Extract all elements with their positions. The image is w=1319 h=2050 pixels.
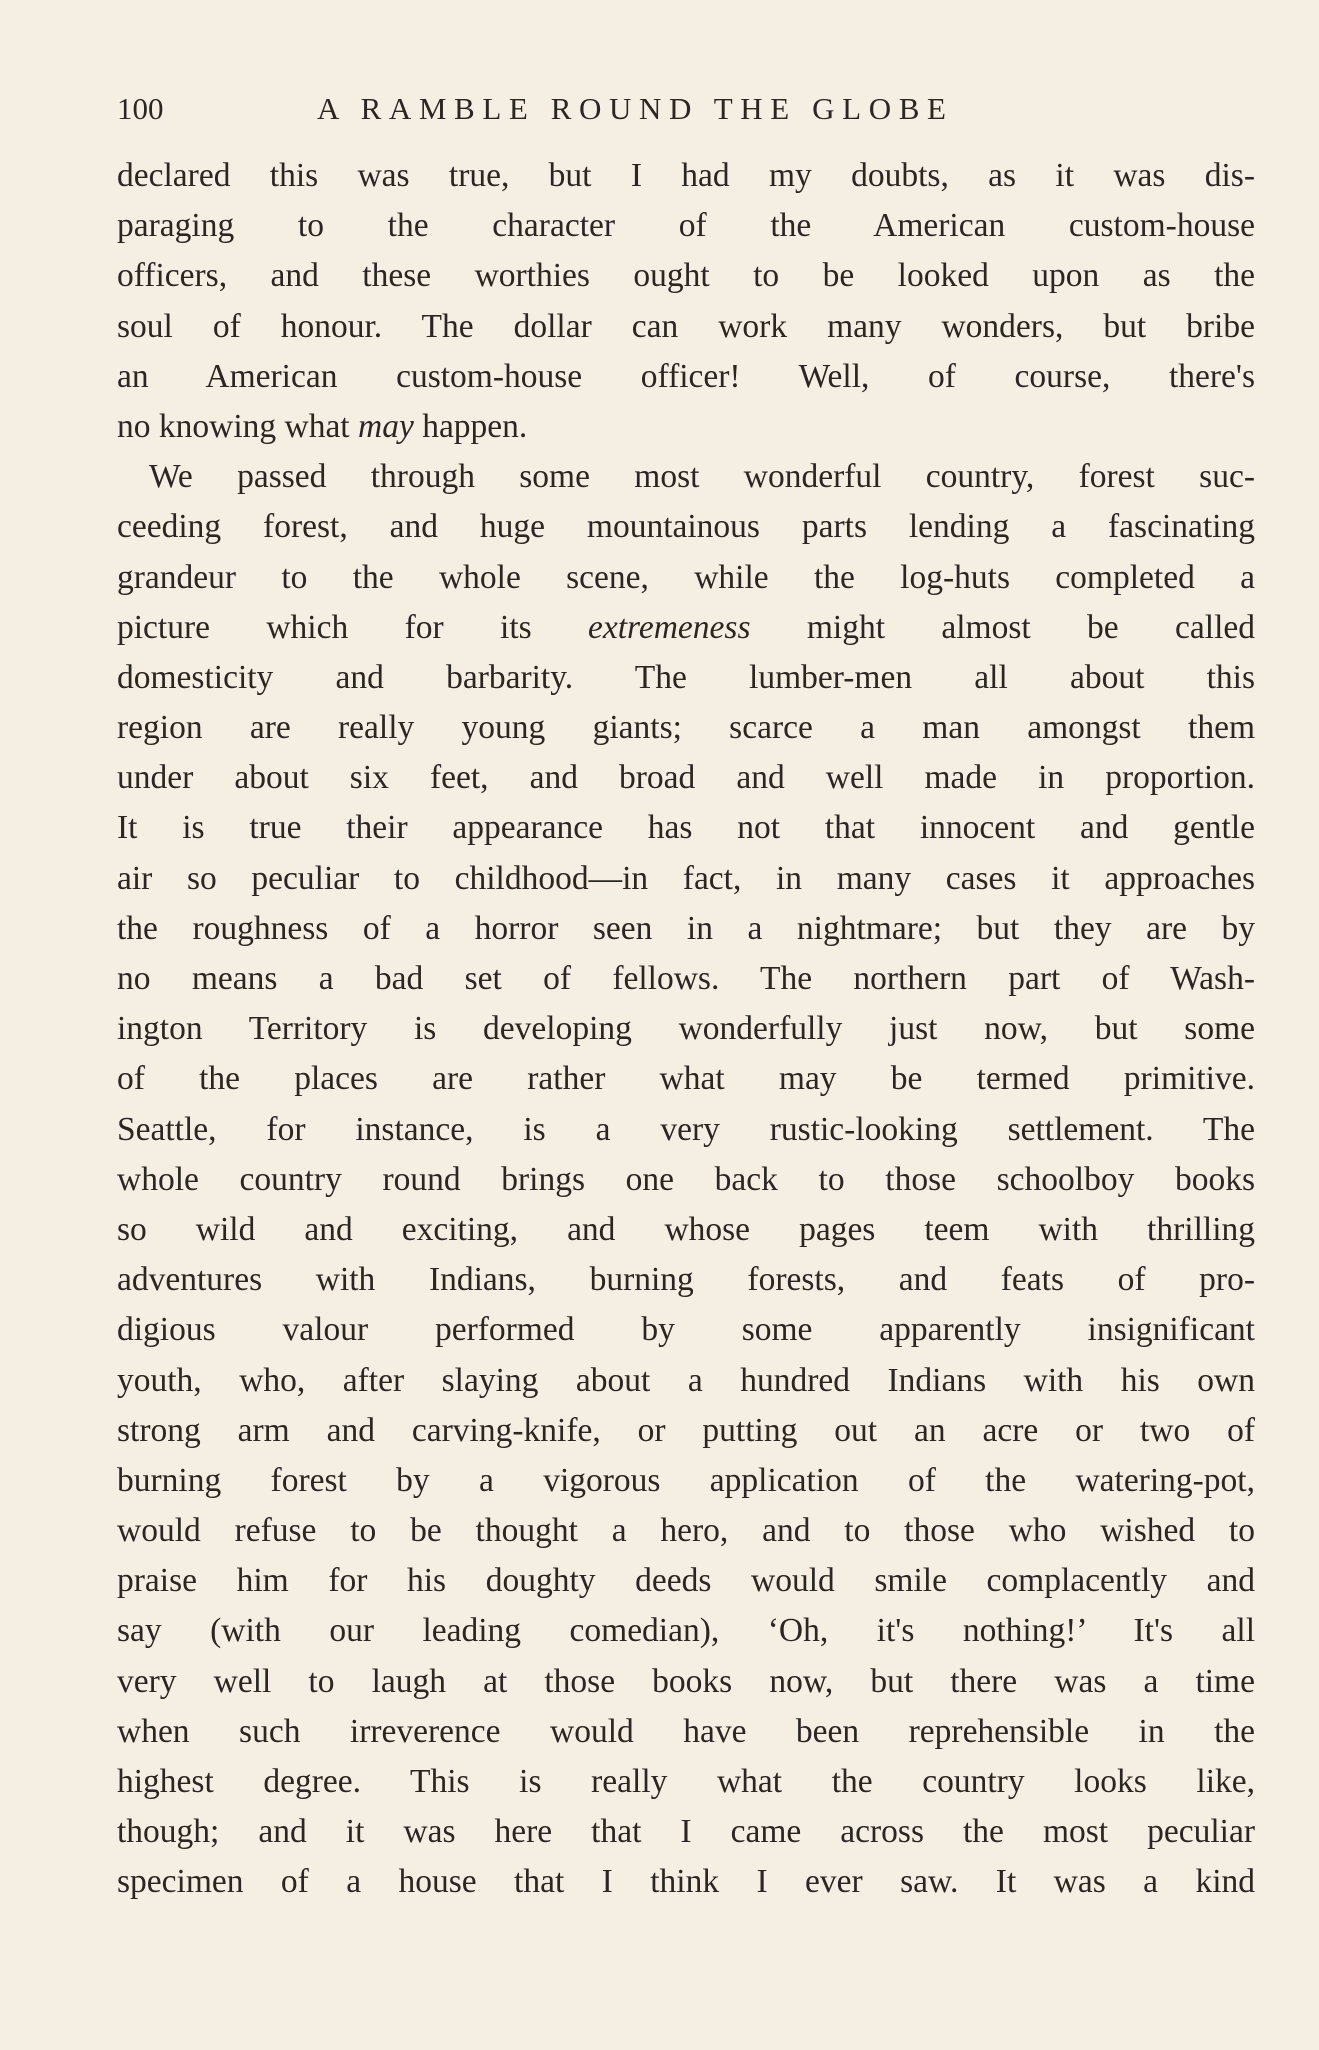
text-line: so wild and exciting, and whose pages teem with thrilling [117, 1210, 1255, 1248]
text-line: officers, and these worthies ought to be looked upon as the [117, 257, 1255, 295]
text-line: of the places are rather what may be termed primitive. [117, 1060, 1255, 1098]
text-line: digious valour performed by some apparently insignificant [117, 1311, 1255, 1349]
text-line: Seattle, for instance, is a very rustic-looking settlement. The [117, 1110, 1255, 1148]
text-line: would refuse to be thought a hero, and to those who wished to [117, 1512, 1255, 1550]
text-line: youth, who, after slaying about a hundred Indians with his own [117, 1361, 1255, 1399]
text-line: say (with our leading comedian), ‘Oh, it's nothing!’ It's all [117, 1612, 1255, 1650]
text-line: paraging to the character of the American custom-house [117, 207, 1255, 245]
text-line: burning forest by a vigorous application of the watering-pot, [117, 1461, 1255, 1499]
text-line: domesticity and barbarity. The lumber-men all about this [117, 658, 1255, 696]
running-head [117, 84, 1255, 134]
text-line: region are really young giants; scarce a man amongst them [117, 709, 1255, 747]
text-line: no means a bad set of fellows. The northern part of Wash- [117, 960, 1255, 997]
text-line: praise him for his doughty deeds would smile complacently and [117, 1562, 1255, 1600]
body-text [117, 151, 1255, 1908]
text-line: highest degree. This is really what the country looks like, [117, 1763, 1255, 1800]
text-line [117, 402, 1255, 452]
text-line: strong arm and carving-knife, or putting out an acre or two of [117, 1411, 1255, 1449]
text-line: whole country round brings one back to those schoolboy books [117, 1160, 1255, 1198]
text-line: air so peculiar to childhood—in fact, in many cases it approaches [117, 859, 1255, 897]
italic-word: may [358, 407, 414, 445]
text-line: It is true their appearance has not that innocent and gentle [117, 809, 1255, 847]
text-line: the roughness of a horror seen in a nightmare; but they are by [117, 909, 1255, 947]
text-line: ington Territory is developing wonderfully just now, but some [117, 1010, 1255, 1048]
running-title: A RAMBLE ROUND THE GLOBE [317, 91, 954, 126]
page-number: 100 [117, 91, 164, 126]
paragraph-first-line: We passed through some most wonderful country, forest suc- [149, 458, 1255, 496]
text-line: when such irreverence would have been reprehensible in the [117, 1712, 1255, 1750]
text-line [117, 603, 1255, 653]
text-line: under about six feet, and broad and well made in proportion. [117, 759, 1255, 797]
text-run: might almost be called [750, 608, 1255, 646]
text-line: specimen of a house that I think I ever saw. It was a kind [117, 1863, 1255, 1901]
text-line: grandeur to the whole scene, while the log-huts completed a [117, 558, 1255, 596]
text-line: ceeding forest, and huge mountainous parts lending a fascinating [117, 508, 1255, 546]
text-line: soul of honour. The dollar can work many wonders, but bribe [117, 307, 1255, 345]
text-line: declared this was true, but I had my doubts, as it was dis- [117, 157, 1255, 194]
text-line: very well to laugh at those books now, but there was a time [117, 1662, 1255, 1700]
text-line: an American custom-house officer! Well, of course, there's [117, 357, 1255, 395]
text-line: though; and it was here that I came across the most peculiar [117, 1813, 1255, 1851]
text-run: happen. [413, 407, 528, 445]
italic-word: extremeness [588, 608, 751, 646]
text-run: no knowing what [117, 407, 358, 445]
text-line: adventures with Indians, burning forests, and feats of pro- [117, 1261, 1255, 1299]
text-run: picture which for its [117, 608, 589, 646]
